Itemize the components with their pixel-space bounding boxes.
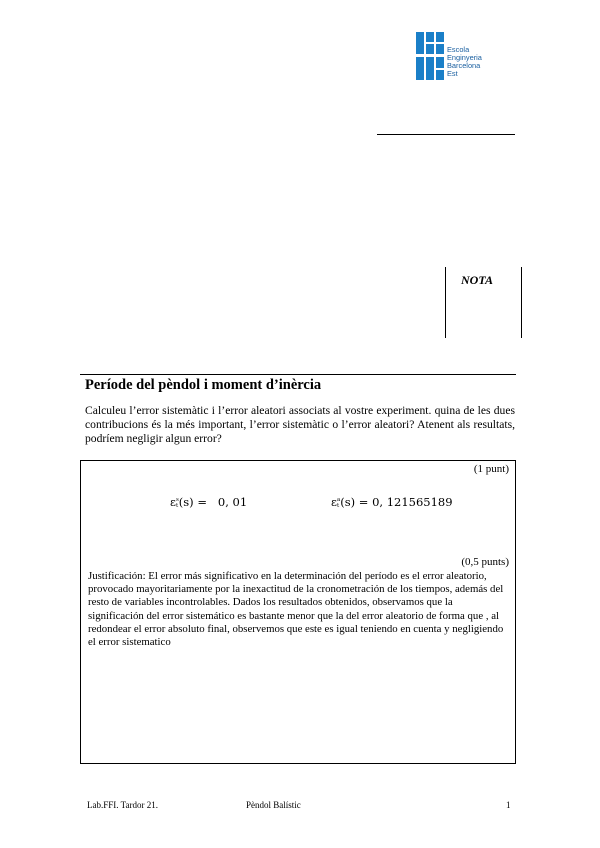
answer-box <box>80 460 516 764</box>
logo-text: Escola Enginyeria Barcelona Est <box>447 45 482 78</box>
formula-subscript: t <box>336 503 340 509</box>
footer-course: Lab.FFI. Tardor 21. <box>87 800 158 810</box>
formula-superscript: a <box>336 497 341 503</box>
section-title: Període del pèndol i moment d’inèrcia <box>85 377 322 393</box>
logo-mark-icon <box>416 32 444 80</box>
formula-random-error <box>331 495 453 509</box>
points-label-1: (1 punt) <box>473 463 509 475</box>
formula-systematic-error <box>170 495 247 509</box>
formula-value: (s) = 0, 01 <box>178 495 248 509</box>
formula-superscript: s <box>175 497 179 503</box>
grade-label: NOTA <box>461 273 494 287</box>
section-divider <box>80 374 516 375</box>
formula-value: (s) = 0, 121565189 <box>340 495 453 509</box>
points-label-2: (0,5 punts) <box>461 556 509 568</box>
epsilon-symbol: ε <box>170 495 176 509</box>
footer-title: Pèndol Balístic <box>246 800 301 810</box>
epsilon-symbol: ε <box>331 495 337 509</box>
name-line <box>377 134 515 135</box>
school-logo <box>416 32 516 82</box>
question-text: Calculeu l’error sistemàtic i l’error aleatori associats al vostre experiment. quina de les dues contribucions és la més important, l’error sistemàtic o l’error aleatori? Atenent als resultats, podríem negligir algun error? <box>85 404 515 445</box>
justification-text: Justificación: El error más significativo en la determinación del período es el error aleatorio, provocado mayoritariamente por la inexactitud de la cronometración de los tiempos, además del resto de variables incontrolables. Dados los resultados obtenidos, observamos que la significación del error sistemático es bastante menor que la del error aleatorio de forma que , al redondear el error absoluto final, observemos que este es igual teniendo en cuenta y negligiendo el error sistematico <box>88 570 504 649</box>
formula-subscript: t <box>175 503 179 509</box>
page-number: 1 <box>506 800 511 810</box>
